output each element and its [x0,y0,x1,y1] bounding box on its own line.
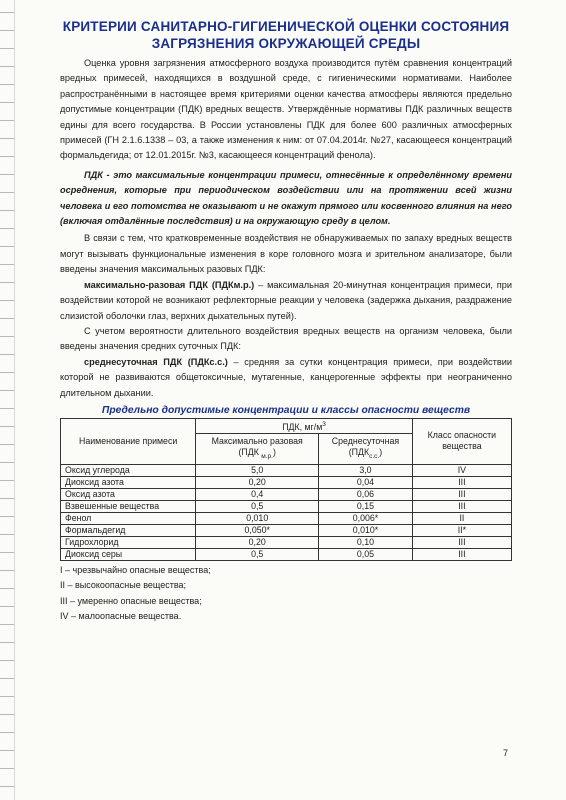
col-header-max: Максимально разовая (ПДК $_{м.р.}$) [196,433,319,464]
substance-cell: Оксид азота [61,488,196,500]
daily-pdk-cell: 0,10 [319,536,413,548]
daily-pdk-cell: 0,15 [319,500,413,512]
table-row [61,536,512,548]
table-title: Предельно допустимые концентрации и классы опасности веществ [101,404,471,416]
max-pdk-term: максимально-разовая ПДК (ПДКм.р.) [84,279,255,290]
substance-cell: Оксид углерода [61,464,196,476]
hazard-class-cell: II* [412,524,511,536]
hazard-class-notes [60,563,512,625]
pdk-table [60,418,512,561]
col-header-daily: Среднесуточная $(ПДК_{с.с.})$ [319,433,413,464]
title-line-2: ЗАГРЯЗНЕНИЯ ОКРУЖАЮЩЕЙ СРЕДЫ [151,36,421,51]
daily-pdk-text: – средняя за сутки концентрация примеси, при воздействии которой не развиваются общетоксичные, мутагенные, канцерогенные эффекты при неограниченно длительном дыхании. [60,356,512,398]
long-term-paragraph: С учетом вероятности длительного воздействия вредных веществ на организм человека, были введены значения средних суточных ПДК: [60,325,512,352]
hazard-class-cell: II [412,512,511,524]
hazard-class-cell: IV [412,464,511,476]
page-number: 7 [503,748,509,758]
max-pdk-cell: 0,20 [196,476,319,488]
table-row [61,464,512,476]
daily-pdk-cell: 0,04 [319,476,413,488]
note-item: IV – малоопасные вещества. [60,611,182,622]
table-row [61,476,512,488]
hazard-class-cell: III [412,500,511,512]
table-row [61,488,512,500]
page-title [60,18,512,52]
substance-cell: Диоксид азота [61,476,196,488]
substance-cell: Диоксид серы [61,548,196,560]
max-pdk-cell: 0,20 [196,536,319,548]
hazard-class-cell: III [412,488,511,500]
max-pdk-cell: 0,050* [196,524,319,536]
table-row [61,524,512,536]
hazard-class-cell: III [412,536,511,548]
substance-cell: Формальдегид [61,524,196,536]
note-item: II – высокоопасные вещества; [60,580,187,591]
max-pdk-cell: 0,5 [196,500,319,512]
table-row [61,500,512,512]
table-row [61,548,512,560]
pdk-definition: ПДК - это максимальные концентрации примеси, отнесённые к определённому времени осреднения, которые при периодическом воздействии или на протяжении всей жизни человека и его потомства не оказывают и не окажут прямого или косвенного влияния на него (включая отдалённые последствия) и на окружающую среду в целом. [60,169,512,227]
daily-pdk-term: среднесуточная ПДК (ПДКс.с.) [84,356,228,367]
col-header-class: Класс опасности вещества [412,418,511,464]
document-page [60,18,512,624]
daily-pdk-cell: 0,010* [319,524,413,536]
daily-pdk-cell: 0,06 [319,488,413,500]
substance-cell: Фенол [61,512,196,524]
max-pdk-text: – максимальная 20-минутная концентрация примеси, при воздействии которой не возникают рефлекторные реакции у человека (задержка дыхания, раздражение слизистой оболочки глаз, верхних дыхательных путей). [60,279,512,321]
max-pdk-cell: 0,4 [196,488,319,500]
daily-pdk-cell: 3,0 [319,464,413,476]
max-pdk-cell: 0,5 [196,548,319,560]
daily-pdk-paragraph [60,355,512,401]
hazard-class-cell: III [412,548,511,560]
intro-paragraph: Оценка уровня загрязнения атмосферного воздуха производится путём сравнения концентраций вредных примесей, находящихся в воздушной среде, с гигиеническими нормативами. Наиболее распространёнными в настоящее время критериями оценки качества атмосферы являются предельно допустимые концентрации (ПДК) вредных веществ. Утверждённые нормативы ПДК различных веществ едины для всего государства. В России установлены ПДК для более 600 различных атмосферных примесей (ГН 2.1.6.1338 – 03, а также изменения к ним: от 07.04.2014г. №27, касающееся концентраций формальдегида; от 12.01.2015г. №3, касающееся концентраций фенола). [60,58,512,161]
note-item: I – чрезвычайно опасные вещества; [60,564,211,575]
substance-cell: Гидрохлорид [61,536,196,548]
max-pdk-cell: 5,0 [196,464,319,476]
binding-holes [0,0,15,800]
max-pdk-cell: 0,010 [196,512,319,524]
daily-pdk-cell: 0,006* [319,512,413,524]
short-term-paragraph: В связи с тем, что кратковременные воздействия не обнаруживаемых по запаху вредных веществ могут вызывать функциональные изменения в коре головного мозга и зрительном анализаторе, были введены значения максимальных разовых ПДК: [60,233,512,275]
max-pdk-paragraph [60,278,512,324]
note-item: III – умеренно опасные вещества; [60,595,202,606]
title-line-1: КРИТЕРИИ САНИТАРНО-ГИГИЕНИЧЕСКОЙ ОЦЕНКИ СОСТОЯНИЯ [62,19,510,34]
col-header-pdk: ПДК, $мг/м^3$ [196,418,412,433]
substance-cell: Взвешенные вещества [61,500,196,512]
table-row [61,512,512,524]
daily-pdk-cell: 0,05 [319,548,413,560]
col-header-name: Наименование примеси [61,418,196,464]
hazard-class-cell: III [412,476,511,488]
